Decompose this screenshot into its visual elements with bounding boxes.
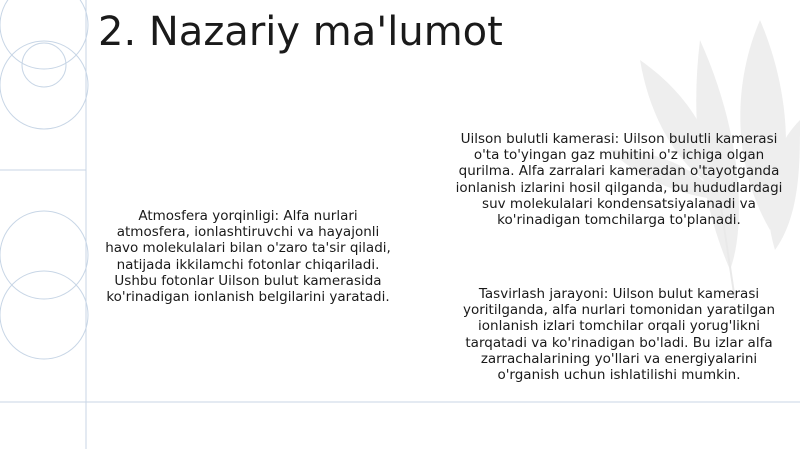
text-block-imaging-process: Tasvirlash jarayoni: Uilson bulut kamerasi yoritilganda, alfa nurlari tomonidan yaratilgan ionlanish izlari tomchilar orqali yorug'likni tarqatadi va ko'rinadigan bo'ladi. Bu izlar alfa zarrachalarining yo'llari va energiyalarini o'rganish uchun ishlatilishi mumkin. <box>462 286 776 384</box>
text-block-atmosphere: Atmosfera yorqinligi: Alfa nurlari atmosfera, ionlashtiruvchi va hayajonli havo molekulalari bilan o'zaro ta'sir qiladi, natijada ikkilamchi fotonlar chiqariladi. Ushbu fotonlar Uilson bulut kamerasida ko'rinadigan ionlanish belgilarini yaratadi. <box>105 208 391 306</box>
page-title: 2. Nazariy ma'lumot <box>98 9 503 55</box>
text-block-cloud-chamber: Uilson bulutli kamerasi: Uilson bulutli kamerasi o'ta to'yingan gaz muhitini o'z ichiga olgan qurilma. Alfa zarralari kameradan o'tayotganda ionlanish izlarini hosil qilganda, bu hududlardagi suv molekulalari kondensatsiyalanadi va ko'rinadigan tomchilarga to'planadi. <box>455 131 783 229</box>
